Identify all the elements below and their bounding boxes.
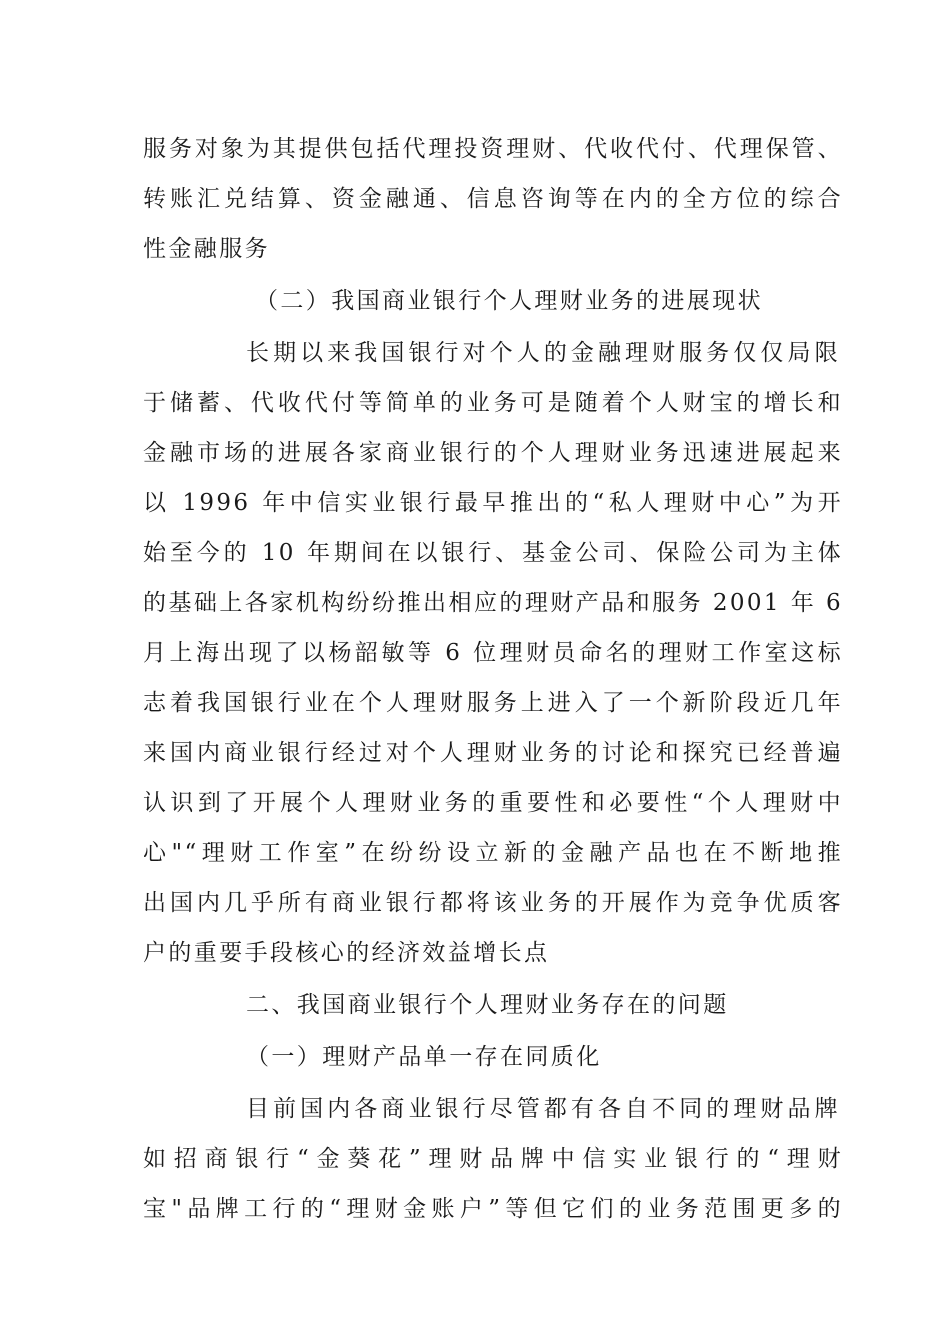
body-text-line: 月上海出现了以杨韶敏等 6 位理财员命名的理财工作室这标	[143, 640, 843, 666]
body-text-line: 来国内商业银行经过对个人理财业务的讨论和探究已经普遍	[143, 740, 843, 766]
subsection-heading: （一）理财产品单一存在同质化	[246, 1044, 602, 1070]
body-text-line: 以 1996 年中信实业银行最早推出的“私人理财中心”为开	[143, 490, 843, 516]
section-heading: （二）我国商业银行个人理财业务的进展现状	[255, 288, 763, 314]
body-text-line: 宝"品牌工行的“理财金账户”等但它们的业务范围更多的	[143, 1196, 843, 1222]
body-text-line: 转账汇兑结算、资金融通、信息咨询等在内的全方位的综合	[143, 186, 843, 212]
body-text-line: 金融市场的进展各家商业银行的个人理财业务迅速进展起来	[143, 440, 843, 466]
body-text-line: 目前国内各商业银行尽管都有各自不同的理财品牌	[246, 1096, 840, 1122]
body-text-line: 始至今的 10 年期间在以银行、基金公司、保险公司为主体	[143, 540, 843, 566]
body-text-line: 于储蓄、代收代付等简单的业务可是随着个人财宝的增长和	[143, 390, 843, 416]
body-text-line: 志着我国银行业在个人理财服务上进入了一个新阶段近几年	[143, 690, 843, 716]
body-text-line: 出国内几乎所有商业银行都将该业务的开展作为竞争优质客	[143, 890, 843, 916]
body-text-line: 的基础上各家机构纷纷推出相应的理财产品和服务 2001 年 6	[143, 590, 843, 616]
body-text-line: 长期以来我国银行对个人的金融理财服务仅仅局限	[246, 340, 840, 366]
body-text-line: 性金融服务	[143, 236, 270, 262]
body-text-line: 如招商银行“金葵花”理财品牌中信实业银行的“理财	[143, 1146, 843, 1172]
section-heading: 二、我国商业银行个人理财业务存在的问题	[246, 992, 729, 1018]
body-text-line: 心"“理财工作室”在纷纷设立新的金融产品也在不断地推	[143, 840, 843, 866]
body-text-line: 认识到了开展个人理财业务的重要性和必要性“个人理财中	[143, 790, 843, 816]
body-text-line: 户的重要手段核心的经济效益增长点	[143, 940, 550, 966]
body-text-line: 服务对象为其提供包括代理投资理财、代收代付、代理保管、	[143, 136, 843, 162]
